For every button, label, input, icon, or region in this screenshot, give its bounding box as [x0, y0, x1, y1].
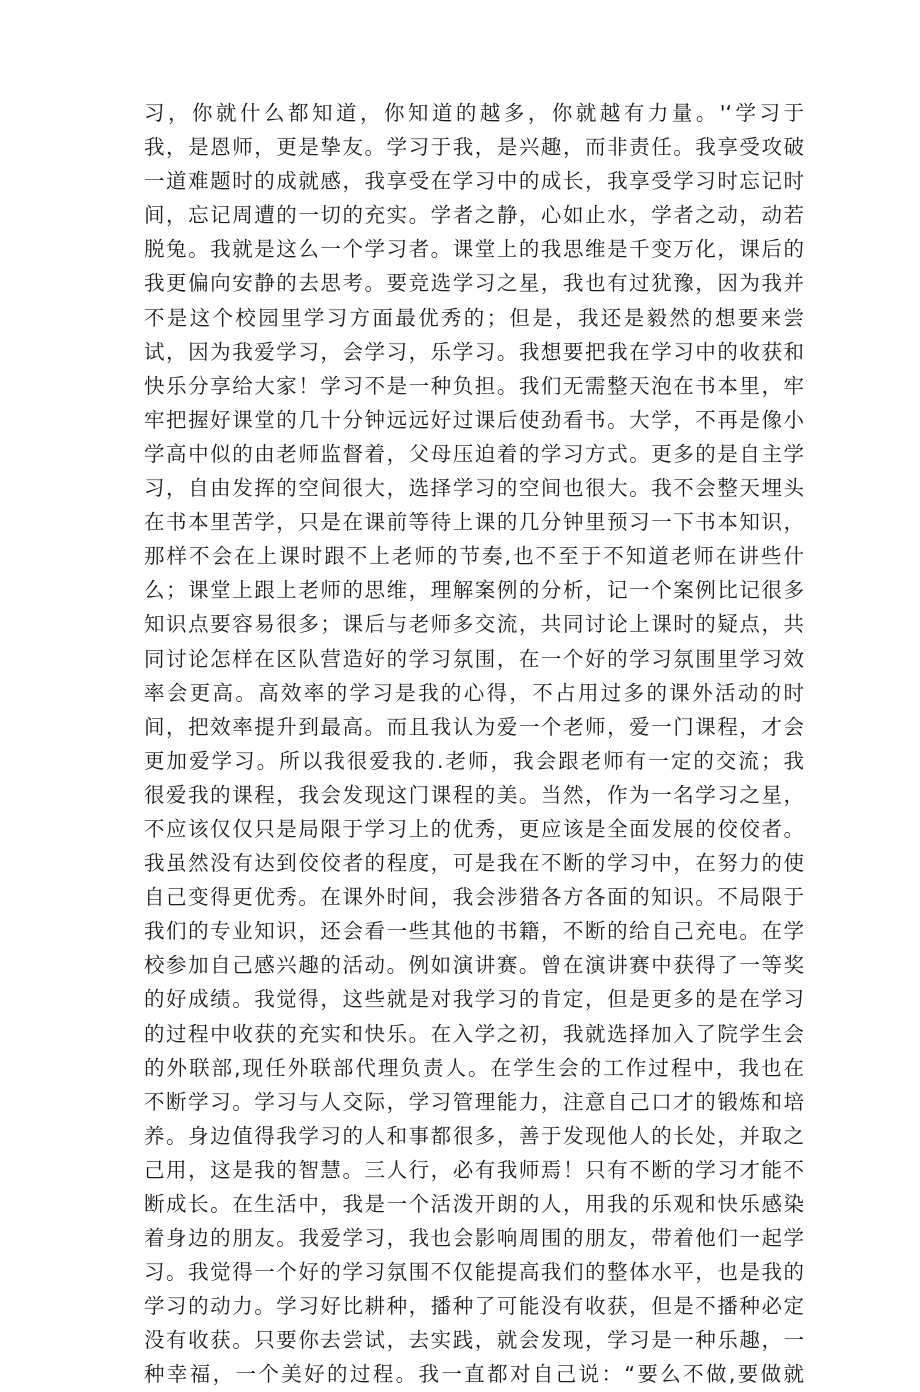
text-line: 养。身边值得我学习的人和事都很多，善于发现他人的长处，并取之	[144, 1123, 804, 1148]
text-line: 习。我觉得一个好的学习氛围不仅能提高我们的整体水平，也是我的	[144, 1260, 804, 1285]
text-line: 我更偏向安静的去思考。要竞选学习之星，我也有过犹豫，因为我并	[144, 271, 804, 296]
text-line: 不是这个校园里学习方面最优秀的；但是，我还是毅然的想要来尝	[144, 305, 804, 330]
text-line: 在书本里苦学，只是在课前等待上课的几分钟里预习一下书本知识，	[144, 510, 804, 535]
text-line: 脱兔。我就是这么一个学习者。课堂上的我思维是千变万化，课后的	[144, 237, 804, 262]
text-line: 那样不会在上课时跟不上老师的节奏,也不至于不知道老师在讲些什	[144, 544, 804, 569]
body-text	[144, 96, 804, 1392]
text-line: 间，忘记周遭的一切的充实。学者之静，心如止水，学者之动，动若	[144, 203, 804, 228]
text-line: 的好成绩。我觉得，这些就是对我学习的肯定，但是更多的是在学习	[144, 987, 804, 1012]
text-line: 校参加自己感兴趣的活动。例如演讲赛。曾在演讲赛中获得了一等奖	[144, 953, 804, 978]
text-line: 一道难题时的成就感，我享受在学习中的成长，我享受学习时忘记时	[144, 169, 804, 194]
text-line: 间，把效率提升到最高。而且我认为爱一个老师，爱一门课程，才会	[144, 714, 804, 739]
text-line: 习，你就什么都知道，你知道的越多，你就越有力量。'‘学习于	[144, 101, 804, 125]
text-line: 没有收获。只要你去尝试，去实践，就会发现，学习是一种乐趣，一	[144, 1328, 804, 1353]
text-line: 我们的专业知识，还会看一些其他的书籍，不断的给自己充电。在学	[144, 919, 804, 944]
text-line: 试，因为我爱学习，会学习，乐学习。我想要把我在学习中的收获和	[144, 339, 804, 364]
text-line: 自己变得更优秀。在课外时间，我会涉猎各方各面的知识。不局限于	[144, 885, 804, 910]
text-line: 么；课堂上跟上老师的思维，理解案例的分析，记一个案例比记很多	[144, 578, 804, 603]
text-line: 很爱我的课程，我会发现这门课程的美。当然，作为一名学习之星，	[144, 782, 804, 807]
text-line: 牢把握好课堂的几十分钟远远好过课后使劲看书。大学，不再是像小	[144, 407, 804, 432]
text-line: 的过程中收获的充实和快乐。在入学之初，我就选择加入了院学生会	[144, 1021, 804, 1046]
text-line: 己用，这是我的智慧。三人行，必有我师焉！只有不断的学习才能不	[144, 1157, 804, 1182]
text-line: 同讨论怎样在区队营造好的学习氛围，在一个好的学习氛围里学习效	[144, 646, 804, 671]
text-line: 率会更高。高效率的学习是我的心得，不占用过多的课外活动的时	[144, 680, 804, 705]
text-line: 学习的动力。学习好比耕种，播种了可能没有收获，但是不播种必定	[144, 1294, 804, 1319]
text-line: 种幸福，一个美好的过程。我一直都对自己说：“要么不做,要做就	[144, 1362, 804, 1387]
text-line: 不断学习。学习与人交际，学习管理能力，注意自己口才的锻炼和培	[144, 1089, 804, 1114]
text-line: 快乐分享给大家！学习不是一种负担。我们无需整天泡在书本里，牢	[144, 373, 804, 398]
text-line: 断成长。在生活中，我是一个活泼开朗的人，用我的乐观和快乐感染	[144, 1192, 804, 1216]
text-line: 学高中似的由老师监督着，父母压迫着的学习方式。更多的是自主学	[144, 441, 804, 466]
text-line: 更加爱学习。所以我很爱我的.老师，我会跟老师有一定的交流；我	[144, 748, 804, 773]
text-line: 知识点要容易很多；课后与老师多交流，共同讨论上课时的疑点，共	[144, 612, 804, 637]
text-line: 的外联部,现任外联部代理负责人。在学生会的工作过程中，我也在	[144, 1055, 804, 1080]
text-line: 我虽然没有达到佼佼者的程度，可是我在不断的学习中，在努力的使	[144, 851, 804, 876]
text-line: 习，自由发挥的空间很大，选择学习的空间也很大。我不会整天埋头	[144, 476, 804, 501]
text-line: 我，是恩师，更是挚友。学习于我，是兴趣，而非责任。我享受攻破	[144, 135, 804, 160]
text-line: 不应该仅仅只是局限于学习上的优秀，更应该是全面发展的佼佼者。	[144, 816, 804, 841]
text-line: 着身边的朋友。我爱学习，我也会影响周围的朋友，带着他们一起学	[144, 1226, 804, 1251]
